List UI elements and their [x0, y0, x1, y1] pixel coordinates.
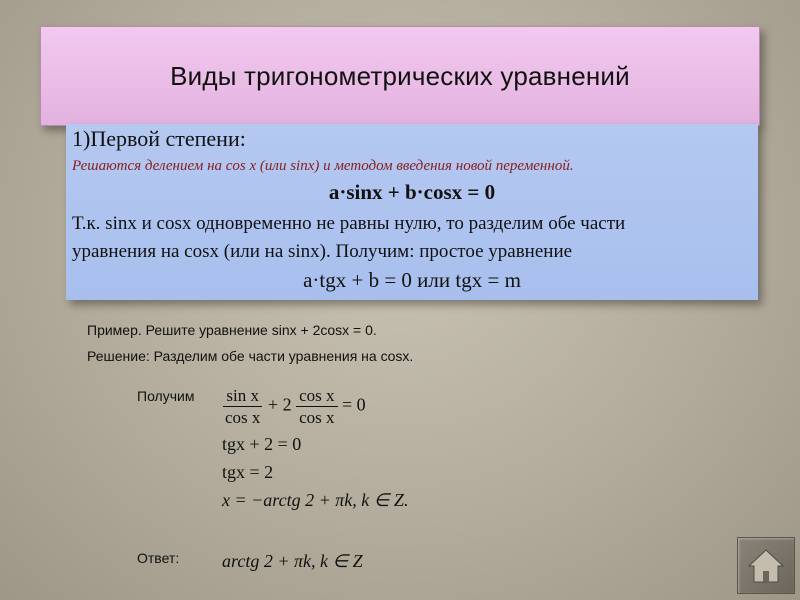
home-button[interactable] — [737, 537, 795, 594]
fraction-cos-over-cos: $\frac{\text{cos x}}{\text{cos x}}$ — [296, 386, 337, 427]
general-equation: a·sinx + b·cosx = 0 — [328, 180, 496, 204]
fraction-equation — [222, 386, 366, 427]
get-label: Получим — [137, 388, 195, 404]
fraction-sin-over-cos: $\frac{\text{sin x}}{\text{cos x}}$ — [225, 386, 261, 427]
simple-equation: a·tgx + b = 0 или tgx = m — [303, 268, 521, 292]
tg-equation-line: tgx + 2 = 0 — [222, 434, 302, 454]
method-description: Решаются делением на cos x (или sinx) и методом введения новой переменной. — [72, 158, 574, 174]
explanation-line-2: уравнения на cosx (или на sinx). Получим: простое уравнение — [72, 241, 573, 262]
explanation-paragraph — [72, 210, 752, 266]
example-text: Пример. Решите уравнение sinx + 2cosx = 0. — [87, 322, 377, 338]
first-degree-box — [66, 124, 758, 300]
home-icon — [746, 547, 786, 585]
title-banner — [40, 26, 760, 126]
equals-zero: = 0 — [342, 394, 366, 415]
general-solution-line: x = −arctg 2 + πk, k ∈ Z. — [222, 490, 409, 510]
slide-title: Виды тригонометрических уравнений — [170, 60, 630, 91]
first-degree-heading: 1)Первой степени: — [72, 126, 246, 151]
solution-text: Решение: Разделим обе части уравнения на cosx. — [87, 348, 414, 364]
answer-label: Ответ: — [137, 550, 180, 566]
explanation-line-1: Т.к. sinx и cosx одновременно не равны нулю, то разделим обе части — [72, 213, 626, 234]
plus-two: + 2 — [267, 394, 292, 415]
tg-value-line: tgx = 2 — [222, 462, 274, 482]
answer-value: arctg 2 + πk, k ∈ Z — [222, 551, 363, 571]
